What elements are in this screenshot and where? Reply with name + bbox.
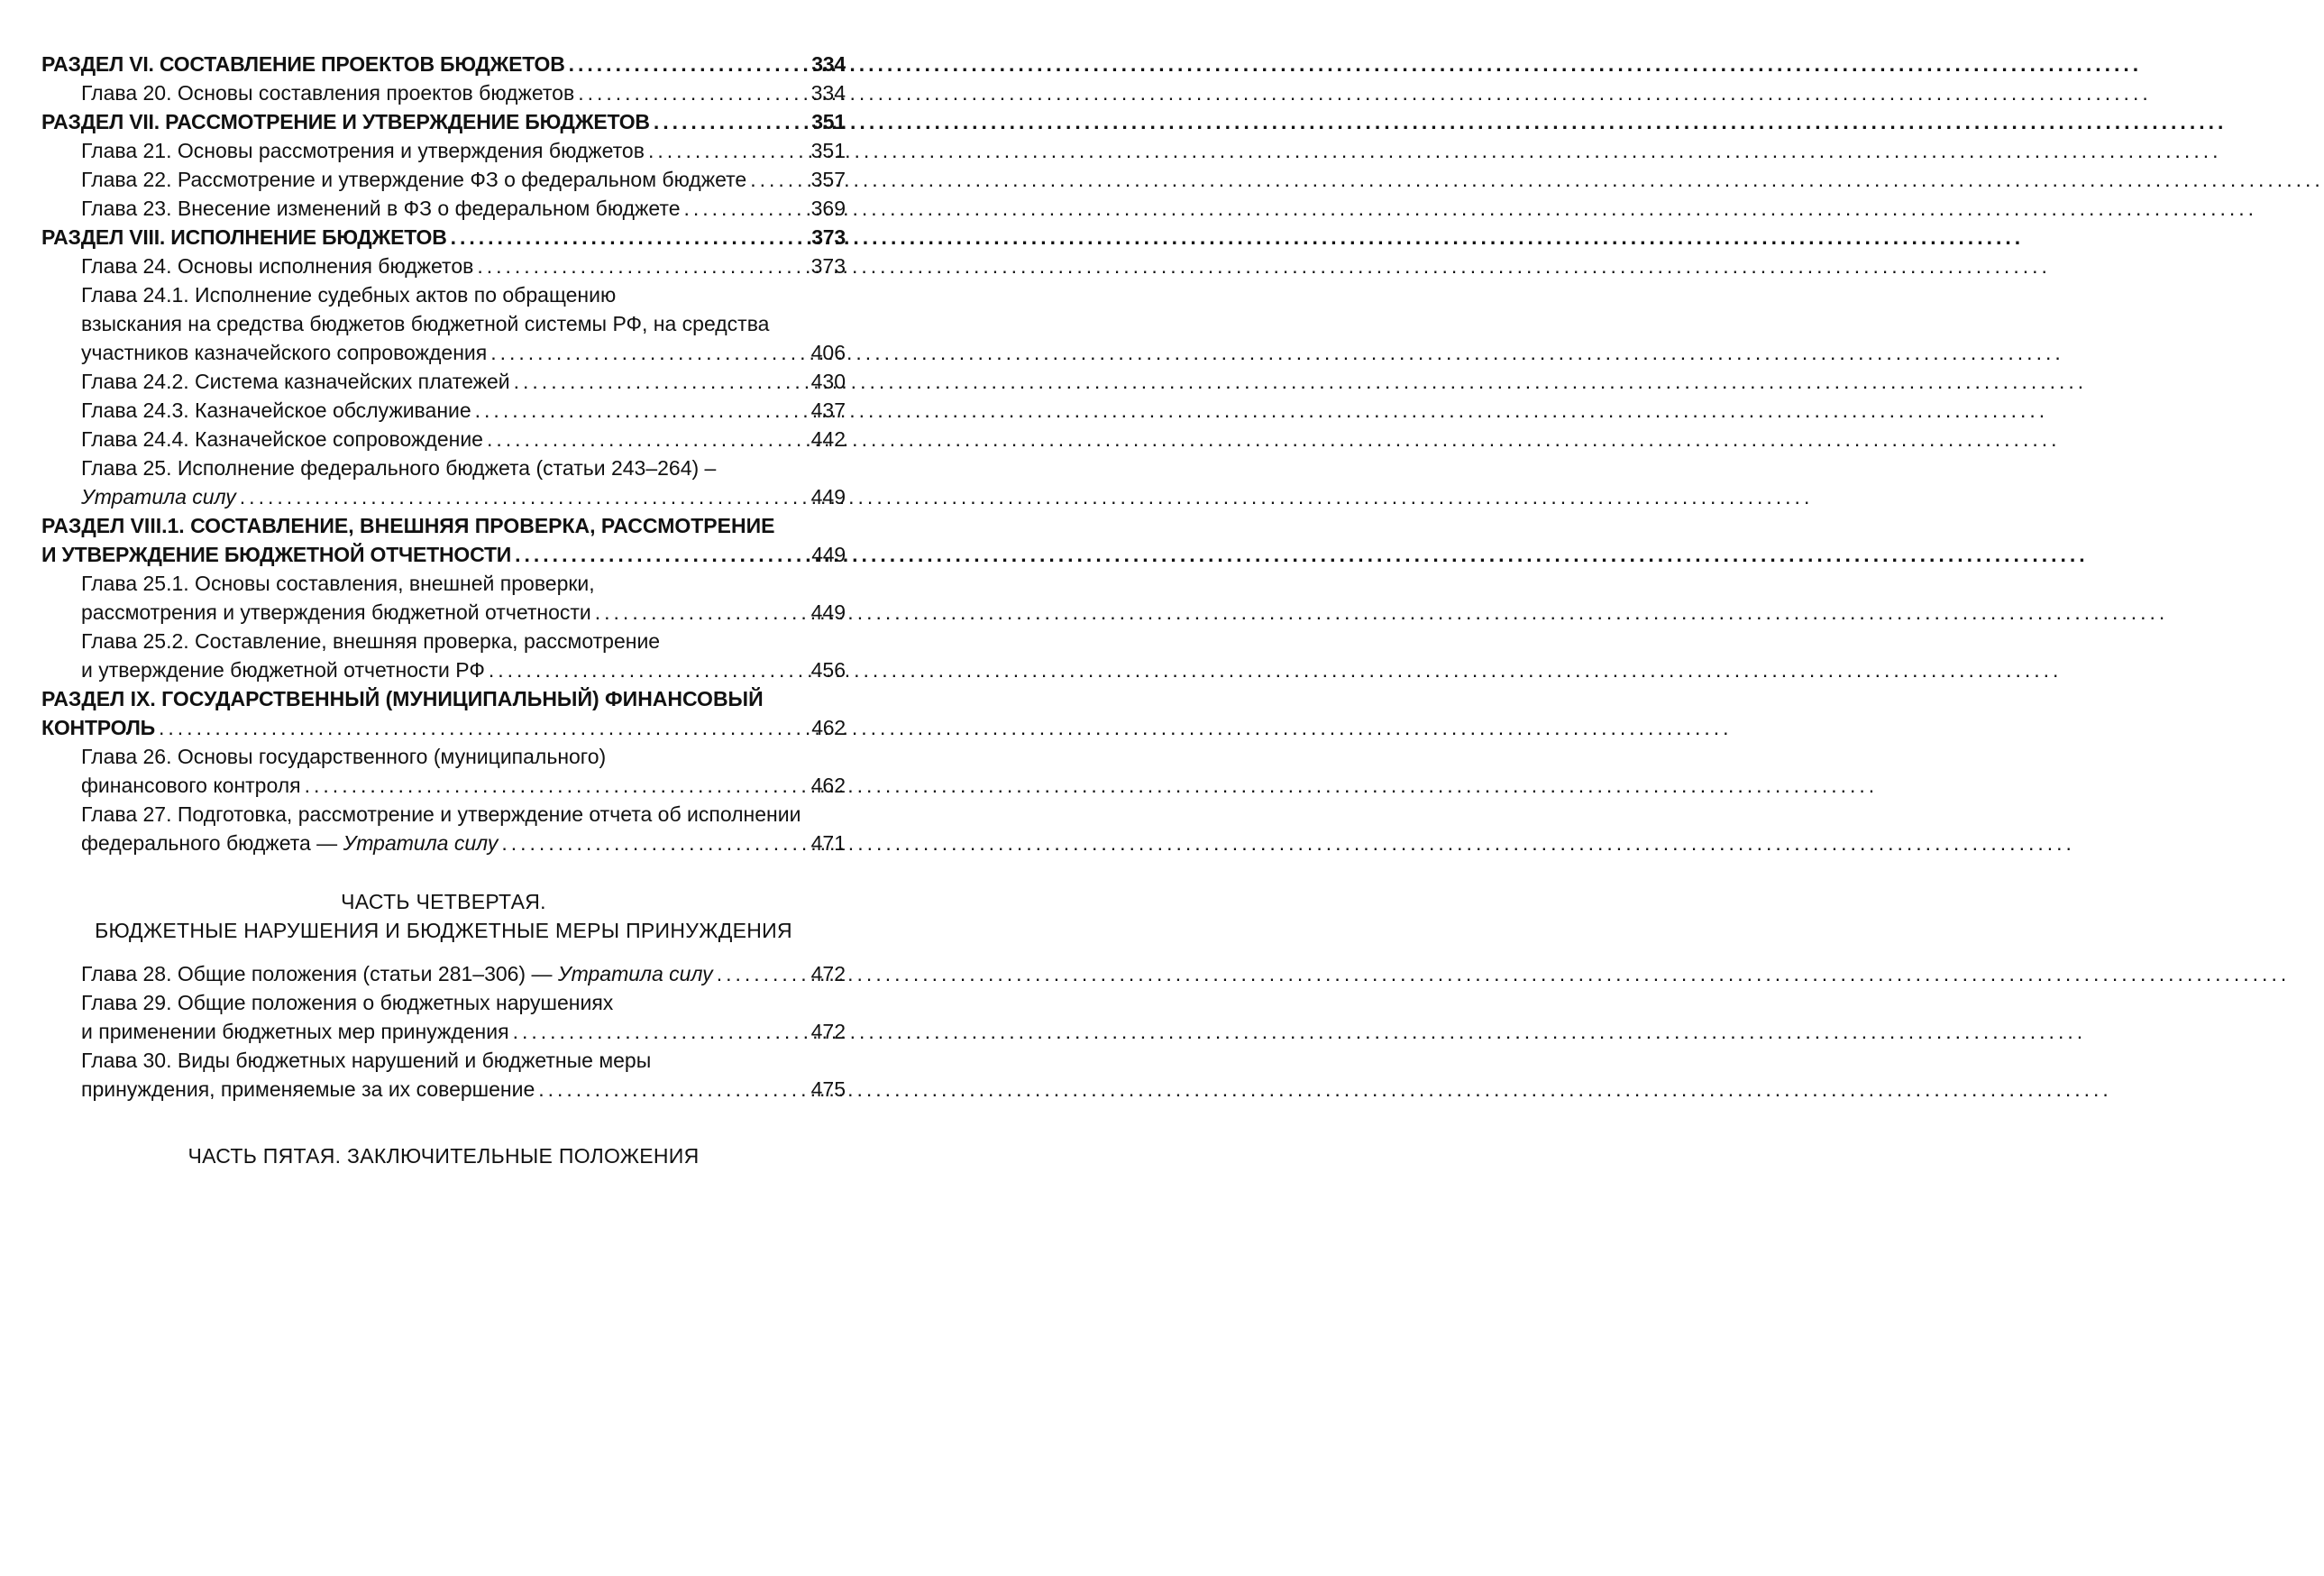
dot-leader [648,136,808,165]
toc-chapter-26[interactable] [41,742,846,800]
toc-page-number: 357 [810,168,846,191]
toc-section-6[interactable] [41,50,846,78]
dot-leader [159,713,808,742]
toc-page-number: 462 [810,774,846,797]
toc-chapter-25-2[interactable] [41,627,846,684]
toc-section-8-1[interactable] [41,511,846,569]
dot-leader [595,598,808,627]
toc-chapter-24-1[interactable] [41,280,846,367]
dot-leader [538,1075,807,1104]
toc-chapter-28[interactable] [41,959,846,988]
toc-title-line: Глава 27. Подготовка, рассмотрение и утверждение отчета об исполнении [81,802,801,826]
toc-page-number: 351 [810,139,846,162]
toc-title-line: РАЗДЕЛ IX. ГОСУДАРСТВЕННЫЙ (МУНИЦИПАЛЬНЫЙ) ФИНАНСОВЫЙ [41,687,764,710]
toc-title-last-line [41,1017,846,1046]
dot-leader [490,338,807,367]
toc-title-last-line [41,1075,846,1104]
toc-section-9[interactable] [41,684,846,742]
toc-page-number: 406 [810,341,846,364]
toc-chapter-29[interactable] [41,988,846,1046]
toc-page-number: 462 [811,716,846,739]
toc-title: финансового контроля [81,774,301,797]
toc-page-number: 456 [810,658,846,682]
toc-title-last-line [41,598,846,627]
toc-title-last-line [41,713,846,742]
toc-page-number: 351 [811,110,846,133]
toc-title: РАЗДЕЛ VII. РАССМОТРЕНИЕ И УТВЕРЖДЕНИЕ БЮДЖЕТОВ [41,110,650,133]
toc-title-line: Глава 24.1. Исполнение судебных актов по обращению [81,283,617,307]
dot-leader [515,540,808,569]
dot-leader [477,252,807,280]
toc-title: и применении бюджетных мер принуждения [81,1020,509,1043]
toc-page-number: 373 [810,254,846,278]
toc-title: КОНТРОЛЬ [41,716,156,739]
toc-title: Глава 28. Общие положения (статьи 281–306) — [81,962,553,985]
toc-title: Глава 20. Основы составления проектов бюджетов [81,81,575,105]
toc-title: Глава 21. Основы рассмотрения и утверждения бюджетов [81,139,645,162]
toc-page-number: 373 [811,225,846,249]
dot-leader [475,396,808,425]
toc-title-last-line [41,482,846,511]
toc-title-line: Глава 26. Основы государственного (муниципального) [81,745,607,768]
toc-title-last-line [41,338,846,367]
toc-chapter-24[interactable] [41,252,846,280]
dot-leader [514,367,808,396]
toc-chapter-30[interactable] [41,1046,846,1104]
toc-title: принуждения, применяемые за их совершение [81,1077,535,1101]
dot-leader [684,194,808,223]
table-of-contents [41,50,846,1170]
repealed-note: Утратила силу [343,831,499,855]
dot-leader [654,107,808,136]
part-heading-line: ЧАСТЬ ЧЕТВЕРТАЯ. [341,890,546,913]
toc-title-last-line [41,829,846,857]
toc-title: Глава 24.4. Казначейское сопровождение [81,427,483,451]
dot-leader [569,50,809,78]
toc-page-number: 437 [810,399,846,422]
dot-leader [717,959,808,988]
toc-chapter-22[interactable] [41,165,846,194]
toc-title-last-line [41,655,846,684]
part-4-heading [41,887,846,945]
toc-page-number: 475 [810,1077,846,1101]
toc-section-7[interactable] [41,107,846,136]
toc-title: участников казначейского сопровождения [81,341,488,364]
toc-title: Глава 23. Внесение изменений в ФЗ о федеральном бюджете [81,197,681,220]
toc-page-number: 449 [810,485,846,509]
toc-page-number: 449 [811,543,846,566]
repealed-note: Утратила силу [557,962,713,985]
toc-page-number: 472 [810,1020,846,1043]
toc-title: Глава 24.2. Система казначейских платежей [81,370,510,393]
toc-title: рассмотрения и утверждения бюджетной отчетности [81,600,591,624]
dot-leader [451,223,809,252]
toc-title: и утверждение бюджетной отчетности РФ [81,658,485,682]
toc-chapter-25-1[interactable] [41,569,846,627]
toc-title-line: РАЗДЕЛ VIII.1. СОСТАВЛЕНИЕ, ВНЕШНЯЯ ПРОВЕРКА, РАССМОТРЕНИЕ [41,514,775,537]
toc-title: Глава 24.3. Казначейское обслуживание [81,399,471,422]
dot-leader [750,165,807,194]
toc-title-last-line [41,540,846,569]
dot-leader [513,1017,808,1046]
part-5-heading: ЧАСТЬ ПЯТАЯ. ЗАКЛЮЧИТЕЛЬНЫЕ ПОЛОЖЕНИЯ [188,1144,700,1168]
toc-page-number: 472 [810,962,846,985]
toc-title-line: Глава 25. Исполнение федерального бюджета (статьи 243–264) – [81,456,717,480]
toc-page-number: 369 [810,197,846,220]
toc-chapter-23[interactable] [41,194,846,223]
dot-leader [240,482,808,511]
toc-section-8[interactable] [41,223,846,252]
toc-title: Глава 24. Основы исполнения бюджетов [81,254,474,278]
toc-page-number: 471 [810,831,846,855]
repealed-note: Утратила силу [81,485,236,509]
dot-leader [487,425,808,454]
toc-title: И УТВЕРЖДЕНИЕ БЮДЖЕТНОЙ ОТЧЕТНОСТИ [41,543,512,566]
toc-title-line: Глава 25.1. Основы составления, внешней проверки, [81,572,595,595]
toc-page-number: 334 [810,81,846,105]
toc-title-last-line [41,771,846,800]
toc-title-line: Глава 29. Общие положения о бюджетных нарушениях [81,991,614,1014]
toc-title: РАЗДЕЛ VIII. ИСПОЛНЕНИЕ БЮДЖЕТОВ [41,225,447,249]
toc-chapter-24-2[interactable] [41,367,846,396]
toc-title-line: взыскания на средства бюджетов бюджетной системы РФ, на средства [81,312,770,335]
toc-page-number: 334 [811,52,846,76]
toc-page-number: 430 [810,370,846,393]
dot-leader [305,771,808,800]
toc-page-number: 449 [810,600,846,624]
toc-chapter-21[interactable] [41,136,846,165]
dot-leader [501,829,807,857]
toc-chapter-25[interactable] [41,454,846,511]
toc-chapter-20[interactable] [41,78,846,107]
toc-title: федерального бюджета — [81,831,338,855]
part-heading-line: БЮДЖЕТНЫЕ НАРУШЕНИЯ И БЮДЖЕТНЫЕ МЕРЫ ПРИНУЖДЕНИЯ [95,919,792,942]
dot-leader [489,655,808,684]
toc-chapter-27[interactable] [41,800,846,857]
toc-chapter-24-3[interactable] [41,396,846,425]
toc-page-number: 442 [810,427,846,451]
toc-title-line: Глава 25.2. Составление, внешняя проверка, рассмотрение [81,629,661,653]
toc-title-line: Глава 30. Виды бюджетных нарушений и бюджетные меры [81,1049,652,1072]
toc-title: Глава 22. Рассмотрение и утверждение ФЗ о федеральном бюджете [81,168,747,191]
toc-title: РАЗДЕЛ VI. СОСТАВЛЕНИЕ ПРОЕКТОВ БЮДЖЕТОВ [41,52,565,76]
dot-leader [578,78,807,107]
toc-chapter-24-4[interactable] [41,425,846,454]
